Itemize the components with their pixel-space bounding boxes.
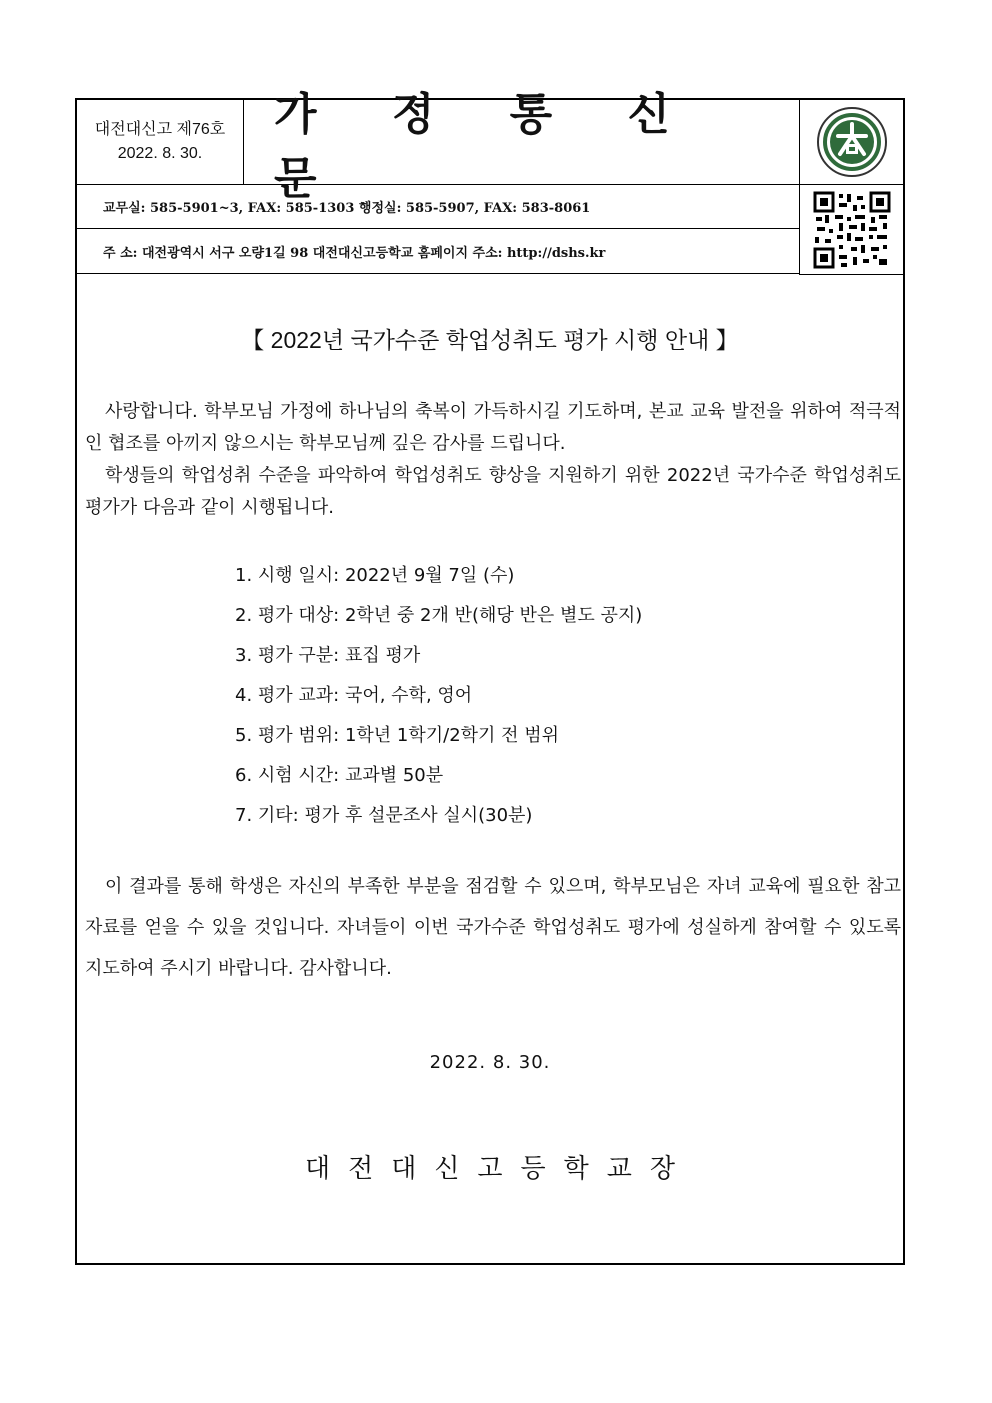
list-item: 5. 평가 범위: 1학년 1학기/2학기 전 범위 bbox=[235, 725, 560, 746]
page-title: 가 정 통 신 문 bbox=[274, 89, 700, 204]
closing-paragraph: 이 결과를 통해 학생은 자신의 부족한 부분을 점검할 수 있으며, 학부모님은 자녀 교육에 필요한 참고 자료를 얻을 수 있을 것입니다. 자녀들이 이번 국가수준 학업성취도 평가에 성실하게 참여할 수 있도록 지도하여 주시기 바랍니다. 감사합니다. bbox=[85, 876, 901, 979]
issue-date: 2022. 8. 30. bbox=[117, 145, 203, 162]
address-info: 주 소: 대전광역시 서구 오량1길 98 대전대신고등학교 홈페이지 주소: http://dshs.kr bbox=[77, 230, 799, 274]
issue-date-footer: 2022. 8. 30. bbox=[429, 1052, 551, 1073]
newsletter-frame bbox=[75, 89, 905, 1265]
schedule-list bbox=[235, 556, 642, 836]
intro-paragraph-2: 학생들의 학업성취 수준을 파악하여 학업성취도 향상을 지원하기 위한 2022년 국가수준 학업성취도 평가가 다음과 같이 시행됩니다. bbox=[85, 465, 901, 518]
contact-info: 교무실: 585-5901~3, FAX: 585-1303 행정실: 585-5907, FAX: 583-8061 bbox=[77, 185, 799, 229]
closing-section bbox=[85, 866, 901, 989]
list-item: 3. 평가 구분: 표집 평가 bbox=[235, 645, 421, 666]
qr-cell bbox=[799, 185, 904, 275]
list-item: 7. 기타: 평가 후 설문조사 실시(30분) bbox=[235, 805, 533, 826]
list-item: 6. 시험 시간: 교과별 50분 bbox=[235, 765, 444, 786]
qr-code-icon[interactable] bbox=[813, 191, 891, 269]
header-row bbox=[77, 89, 903, 204]
issue-number: 대전대신고 제76호 bbox=[94, 121, 226, 138]
list-item: 4. 평가 교과: 국어, 수학, 영어 bbox=[235, 685, 473, 706]
list-item: 2. 평가 대상: 2학년 중 2개 반(해당 반은 별도 공지) bbox=[235, 605, 643, 626]
list-item: 1. 시행 일시: 2022년 9월 7일 (수) bbox=[235, 565, 515, 586]
school-emblem-icon bbox=[816, 106, 888, 178]
issue-info bbox=[77, 100, 244, 184]
logo-cell bbox=[799, 100, 904, 184]
intro-section bbox=[85, 396, 901, 524]
intro-paragraph-1: 사랑합니다. 학부모님 가정에 하나님의 축복이 가득하시길 기도하며, 본교 교육 발전을 위하여 적극적인 협조를 아끼지 않으시는 학부모님께 깊은 감사를 드립니다. bbox=[85, 401, 901, 454]
notice-title: 【 2022년 국가수준 학업성취도 평가 시행 안내 】 bbox=[241, 327, 739, 353]
principal-signature: 대전대신고등학교장 bbox=[304, 1154, 694, 1184]
